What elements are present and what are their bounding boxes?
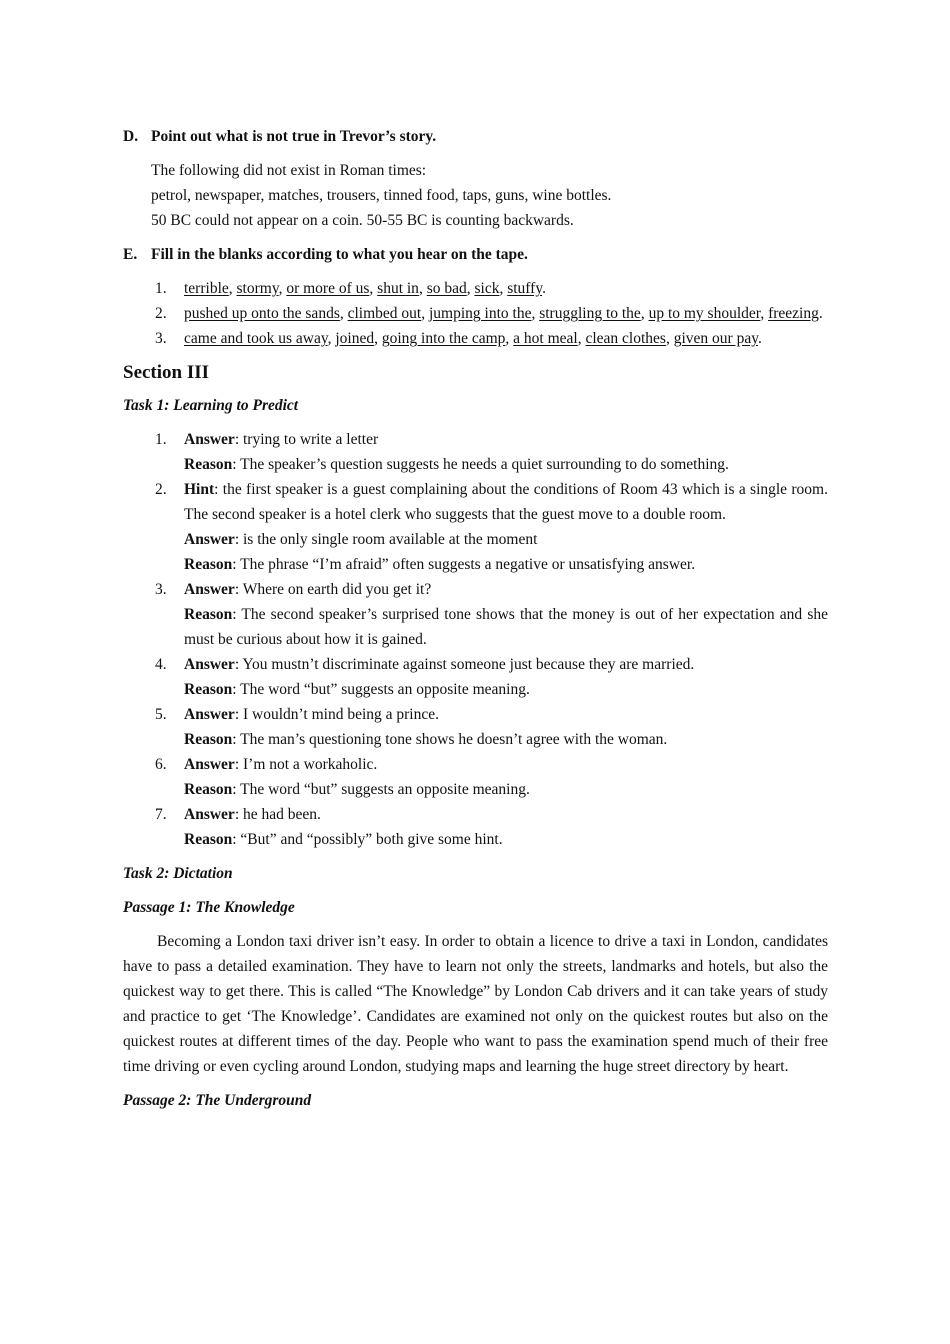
reason-text: : “But” and “possibly” both give some hint. xyxy=(232,831,503,848)
list-item xyxy=(155,802,828,852)
task1-list xyxy=(123,427,828,852)
list-item xyxy=(155,577,828,652)
answer-line xyxy=(184,702,828,727)
item-number: 2. xyxy=(155,305,167,322)
blank-answer: sick xyxy=(474,280,500,297)
hint-line xyxy=(184,477,828,527)
blank-answers: terrible, stormy, or more of us, shut in, so bad, sick, stuffy. xyxy=(184,280,546,297)
list-item xyxy=(155,477,828,577)
blank-answer: stormy xyxy=(236,280,279,297)
reason-label: Reason xyxy=(184,781,233,798)
answer-line xyxy=(184,427,828,452)
answer-text: : You mustn’t discriminate against someone just because they are married. xyxy=(234,656,695,673)
blank-answers: came and took us away, joined, going into the camp, a hot meal, clean clothes, given our pay. xyxy=(184,330,762,347)
reason-label: Reason xyxy=(184,456,233,473)
blank-answer: or more of us xyxy=(286,280,370,297)
reason-label: Reason xyxy=(184,731,233,748)
item-number: 3. xyxy=(155,581,167,598)
passage1-text: Becoming a London taxi driver isn’t easy. In order to obtain a licence to drive a taxi in London, candidates have to pass a detailed examination. They have to learn not only the streets, landmarks and hotels, but also the quickest way to get there. This is called “The Knowledge” by London Cab drivers and it can take years of study and practice to get ‘The Knowledge’. Candidates are examined not only on the quickest routes but also on the quickest routes at different times of the day. People who want to pass the examination spend much of their free time driving or even cycling around London, studying maps and learning the huge street directory by heart. xyxy=(123,933,828,1075)
blank-answer: came and took us away xyxy=(184,330,328,347)
blank-answer: terrible xyxy=(184,280,229,297)
reason-text: : The second speaker’s surprised tone shows that the money is out of her expectation and she must be curious about how it is gained. xyxy=(184,606,828,648)
reason-line xyxy=(184,602,828,652)
answer-line xyxy=(184,577,828,602)
answer-text: : is the only single room available at the moment xyxy=(234,531,538,548)
reason-label: Reason xyxy=(184,681,233,698)
part-d-body xyxy=(123,158,828,233)
part-e-letter: E. xyxy=(123,246,138,263)
task2-title: Task 2: Dictation xyxy=(123,865,233,882)
document-page xyxy=(123,124,828,1122)
answer-text: : Where on earth did you get it? xyxy=(234,581,432,598)
hint-text: : the first speaker is a guest complaining about the conditions of Room 43 which is a single room. The second speaker is a hotel clerk who suggests that the guest move to a double room. xyxy=(184,481,828,523)
part-d-line: 50 BC could not appear on a coin. 50-55 BC is counting backwards. xyxy=(151,212,574,229)
blank-answer: up to my shoulder xyxy=(648,305,761,322)
blank-answer: so bad xyxy=(426,280,467,297)
part-e-heading xyxy=(123,242,828,267)
hint-label: Hint xyxy=(184,481,215,498)
reason-text: : The phrase “I’m afraid” often suggests a negative or unsatisfying answer. xyxy=(232,556,696,573)
reason-text: : The word “but” suggests an opposite meaning. xyxy=(232,681,530,698)
reason-label: Reason xyxy=(184,831,233,848)
answer-label: Answer xyxy=(184,806,235,823)
blank-answer: clean clothes xyxy=(585,330,666,347)
list-item xyxy=(155,301,828,326)
blank-answers: pushed up onto the sands, climbed out, jumping into the, struggling to the, up to my shoulder, freezing. xyxy=(184,305,823,322)
part-d-line: petrol, newspaper, matches, trousers, tinned food, taps, guns, wine bottles. xyxy=(151,187,612,204)
answer-label: Answer xyxy=(184,756,235,773)
item-number: 6. xyxy=(155,756,167,773)
blank-answer: stuffy xyxy=(507,280,543,297)
item-number: 3. xyxy=(155,330,167,347)
blank-answer: freezing xyxy=(768,305,819,322)
item-number: 1. xyxy=(155,280,167,297)
reason-label: Reason xyxy=(184,606,233,623)
list-item xyxy=(155,752,828,802)
passage2-title: Passage 2: The Underground xyxy=(123,1092,312,1109)
part-d-letter: D. xyxy=(123,128,139,145)
list-item xyxy=(155,427,828,477)
item-number: 2. xyxy=(155,481,167,498)
task1-title: Task 1: Learning to Predict xyxy=(123,397,299,414)
item-number: 5. xyxy=(155,706,167,723)
passage1-title: Passage 1: The Knowledge xyxy=(123,899,295,916)
part-d-heading xyxy=(123,124,828,149)
answer-label: Answer xyxy=(184,581,235,598)
answer-text: : he had been. xyxy=(234,806,321,823)
part-d-title: Point out what is not true in Trevor’s story. xyxy=(151,128,437,145)
reason-line xyxy=(184,452,828,477)
answer-label: Answer xyxy=(184,706,235,723)
reason-text: : The man’s questioning tone shows he doesn’t agree with the woman. xyxy=(232,731,668,748)
blank-answer: jumping into the xyxy=(428,305,532,322)
reason-line xyxy=(184,827,828,852)
part-e-title: Fill in the blanks according to what you hear on the tape. xyxy=(151,246,528,263)
blank-answer: shut in xyxy=(377,280,419,297)
blank-answer: pushed up onto the sands xyxy=(184,305,340,322)
answer-line xyxy=(184,652,828,677)
list-item xyxy=(155,652,828,702)
reason-label: Reason xyxy=(184,556,233,573)
reason-text: : The word “but” suggests an opposite meaning. xyxy=(232,781,530,798)
answer-line xyxy=(184,752,828,777)
blank-answer: going into the camp xyxy=(381,330,506,347)
reason-line xyxy=(184,552,828,577)
list-item xyxy=(155,276,828,301)
answer-label: Answer xyxy=(184,656,235,673)
list-item xyxy=(155,326,828,351)
answer-text: : I wouldn’t mind being a prince. xyxy=(234,706,439,723)
blank-answer: struggling to the xyxy=(539,305,641,322)
part-d-line: The following did not exist in Roman times: xyxy=(151,162,427,179)
answer-label: Answer xyxy=(184,531,235,548)
list-item xyxy=(155,702,828,752)
answer-line xyxy=(184,527,828,552)
blank-answer: climbed out xyxy=(347,305,422,322)
answer-text: : trying to write a letter xyxy=(234,431,379,448)
reason-line xyxy=(184,677,828,702)
answer-label: Answer xyxy=(184,431,235,448)
item-number: 1. xyxy=(155,431,167,448)
reason-line xyxy=(184,777,828,802)
blank-answer: given our pay xyxy=(673,330,758,347)
reason-text: : The speaker’s question suggests he needs a quiet surrounding to do something. xyxy=(232,456,729,473)
answer-text: : I’m not a workaholic. xyxy=(234,756,378,773)
reason-line xyxy=(184,727,828,752)
item-number: 4. xyxy=(155,656,167,673)
item-number: 7. xyxy=(155,806,167,823)
blank-answer: joined xyxy=(335,330,375,347)
answer-line xyxy=(184,802,828,827)
blank-answer: a hot meal xyxy=(513,330,578,347)
part-e-list xyxy=(123,276,828,351)
section-heading: Section III xyxy=(123,362,210,383)
